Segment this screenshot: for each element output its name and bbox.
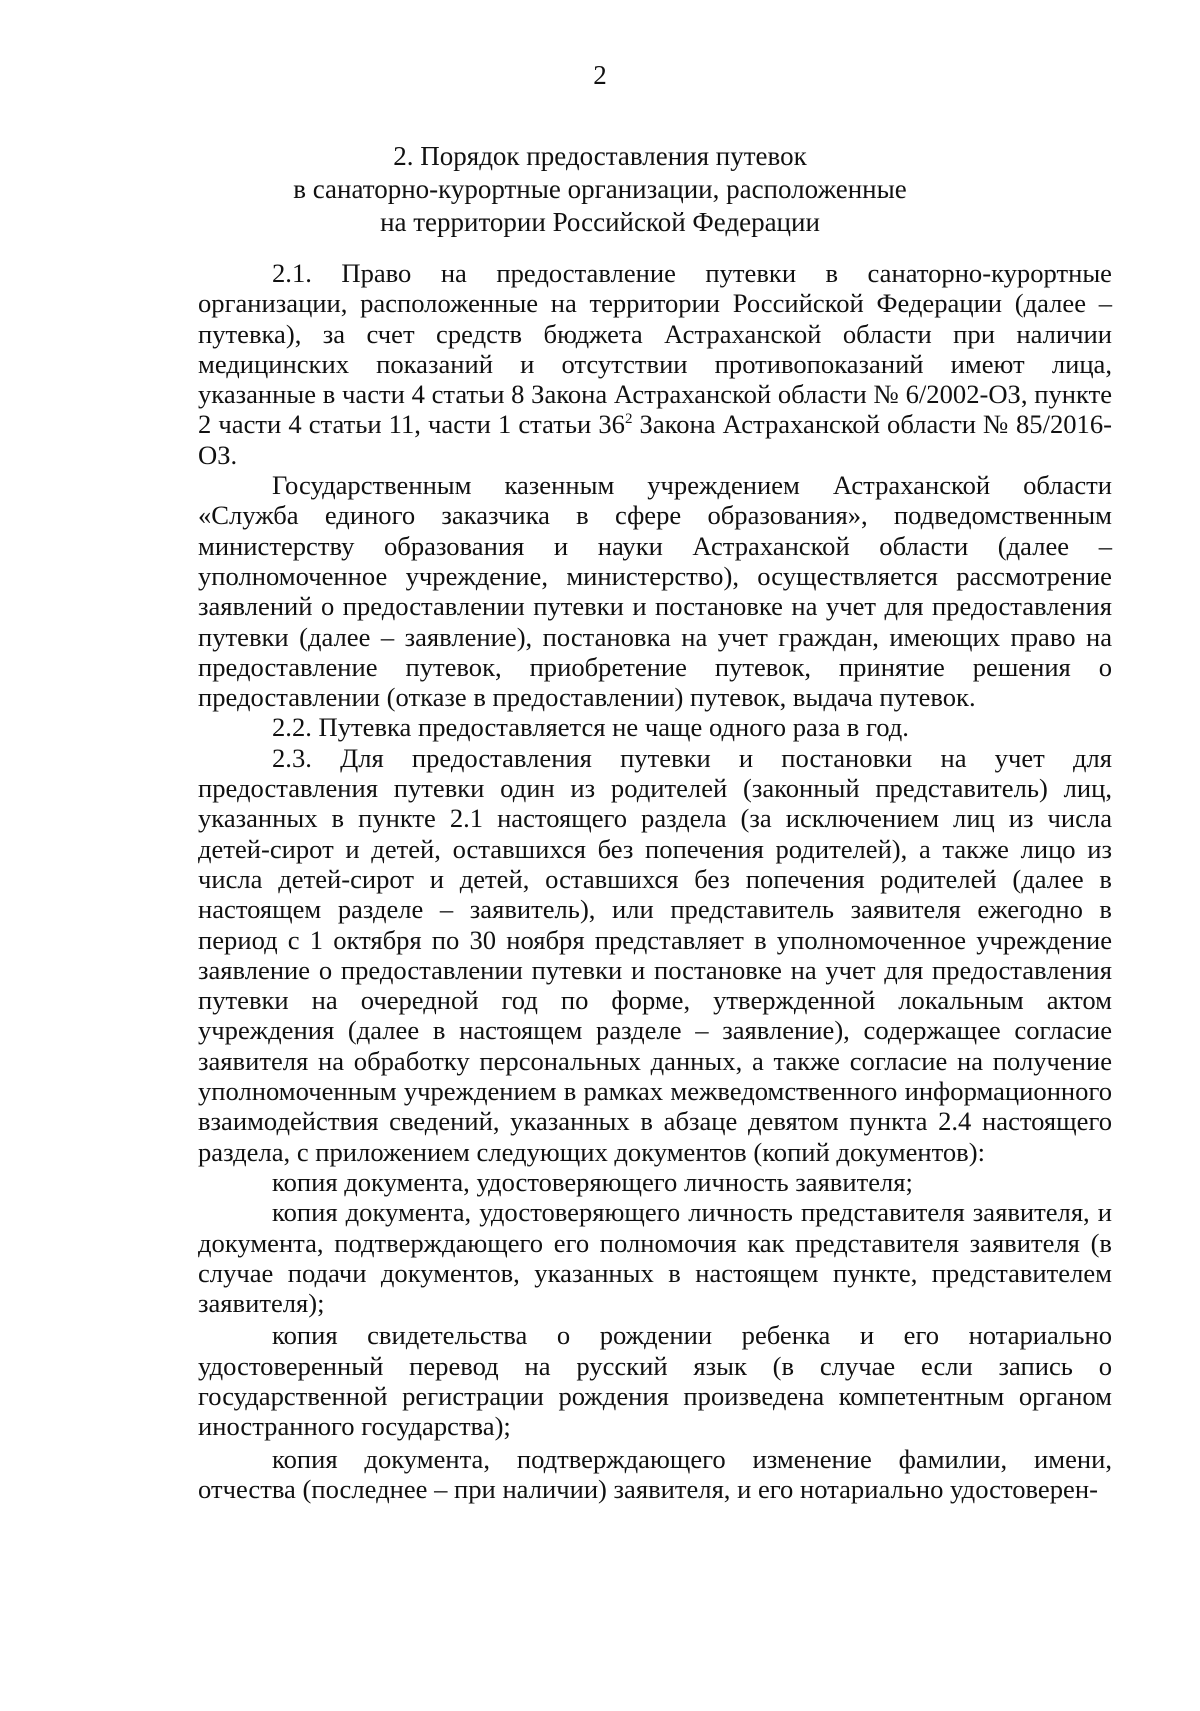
list-item-birth-certificate: копия свидетельства о рождении ребенка и его нотариально удостоверенный перевод на русский язык (в случае если запись о государственной регистрации рождения произведена компетентным органом иностранного государства);: [198, 1320, 1112, 1442]
article-superscript: 2: [624, 411, 633, 428]
paragraph-2-1-text: 2.1. Право на предоставление путевки в санаторно-курортные организации, расположенные на территории Российской Федерации (далее – путевка), за счет средств бюджета Астраханской области при наличии медицинских показаний и отсутствии противопоказаний имеют лица, указанные в части 4 статьи 8 Закона Астраханской области № 6/2002-ОЗ, пункте 2 части 4 статьи 11, части 1 статьи 36: [198, 258, 1112, 440]
document-body: [198, 258, 1112, 1504]
paragraph-2-1-tail: Закона Астраханской области № 85/2016-ОЗ.: [198, 409, 1113, 470]
section-title-line: 2. Порядок предоставления путевок: [393, 141, 807, 171]
paragraph-authorized-institution: Государственным казенным учреждением Астраханской области «Служба единого заказчика в сфере образования», подведомственным министерству образования и науки Астраханской области (далее – уполномоченное учреждение, министерство), осуществляется рассмотрение заявлений о предоставлении путевки и постановке на учет для предоставления путевки (далее – заявление), постановка на учет граждан, имеющих право на предоставление путевок, приобретение путевок, принятие решения о предоставлении (отказе в предоставлении) путевок, выдача путевок.: [198, 470, 1112, 713]
section-title: [0, 140, 1200, 239]
paragraph-2-2: 2.2. Путевка предоставляется не чаще одного раза в год.: [272, 712, 909, 743]
list-item-applicant-id: копия документа, удостоверяющего личность заявителя;: [272, 1166, 913, 1197]
paragraph-2-1: [198, 258, 1112, 470]
paragraph-2-3: 2.3. Для предоставления путевки и постановки на учет для предоставления путевки один из родителей (законный представитель) лиц, указанных в пункте 2.1 настоящего раздела (за исключением лиц из числа детей-сирот и детей, оставшихся без попечения родителей), а также лицо из числа детей-сирот и детей, оставшихся без попечения родителей (далее в настоящем разделе – заявитель), или представитель заявителя ежегодно в период с 1 октября по 30 ноября представляет в уполномоченное учреждение заявление о предоставлении путевки и постановке на учет для предоставления путевки на очередной год по форме, утвержденной локальным актом учреждения (далее в настоящем разделе – заявление), содержащее согласие заявителя на обработку персональных данных, а также согласие на получение уполномоченным учреждением в рамках межведомственного информационного взаимодействия сведений, указанных в абзаце девятом пункта 2.4 настоящего раздела, с приложением следующих документов (копий документов):: [198, 742, 1112, 1167]
section-title-line: в санаторно-курортные организации, расположенные: [293, 174, 907, 204]
section-title-line: на территории Российской Федерации: [380, 207, 820, 237]
list-item-representative-id: копия документа, удостоверяющего личность представителя заявителя, и документа, подтверждающего его полномочия как представителя заявителя (в случае подачи документов, указанных в настоящем пункте, представителем заявителя);: [198, 1197, 1112, 1319]
page-number: 2: [593, 60, 607, 90]
list-item-name-change: копия документа, подтверждающего изменение фамилии, имени, отчества (последнее – при наличии) заявителя, и его нотариально удостоверен-: [198, 1443, 1112, 1504]
